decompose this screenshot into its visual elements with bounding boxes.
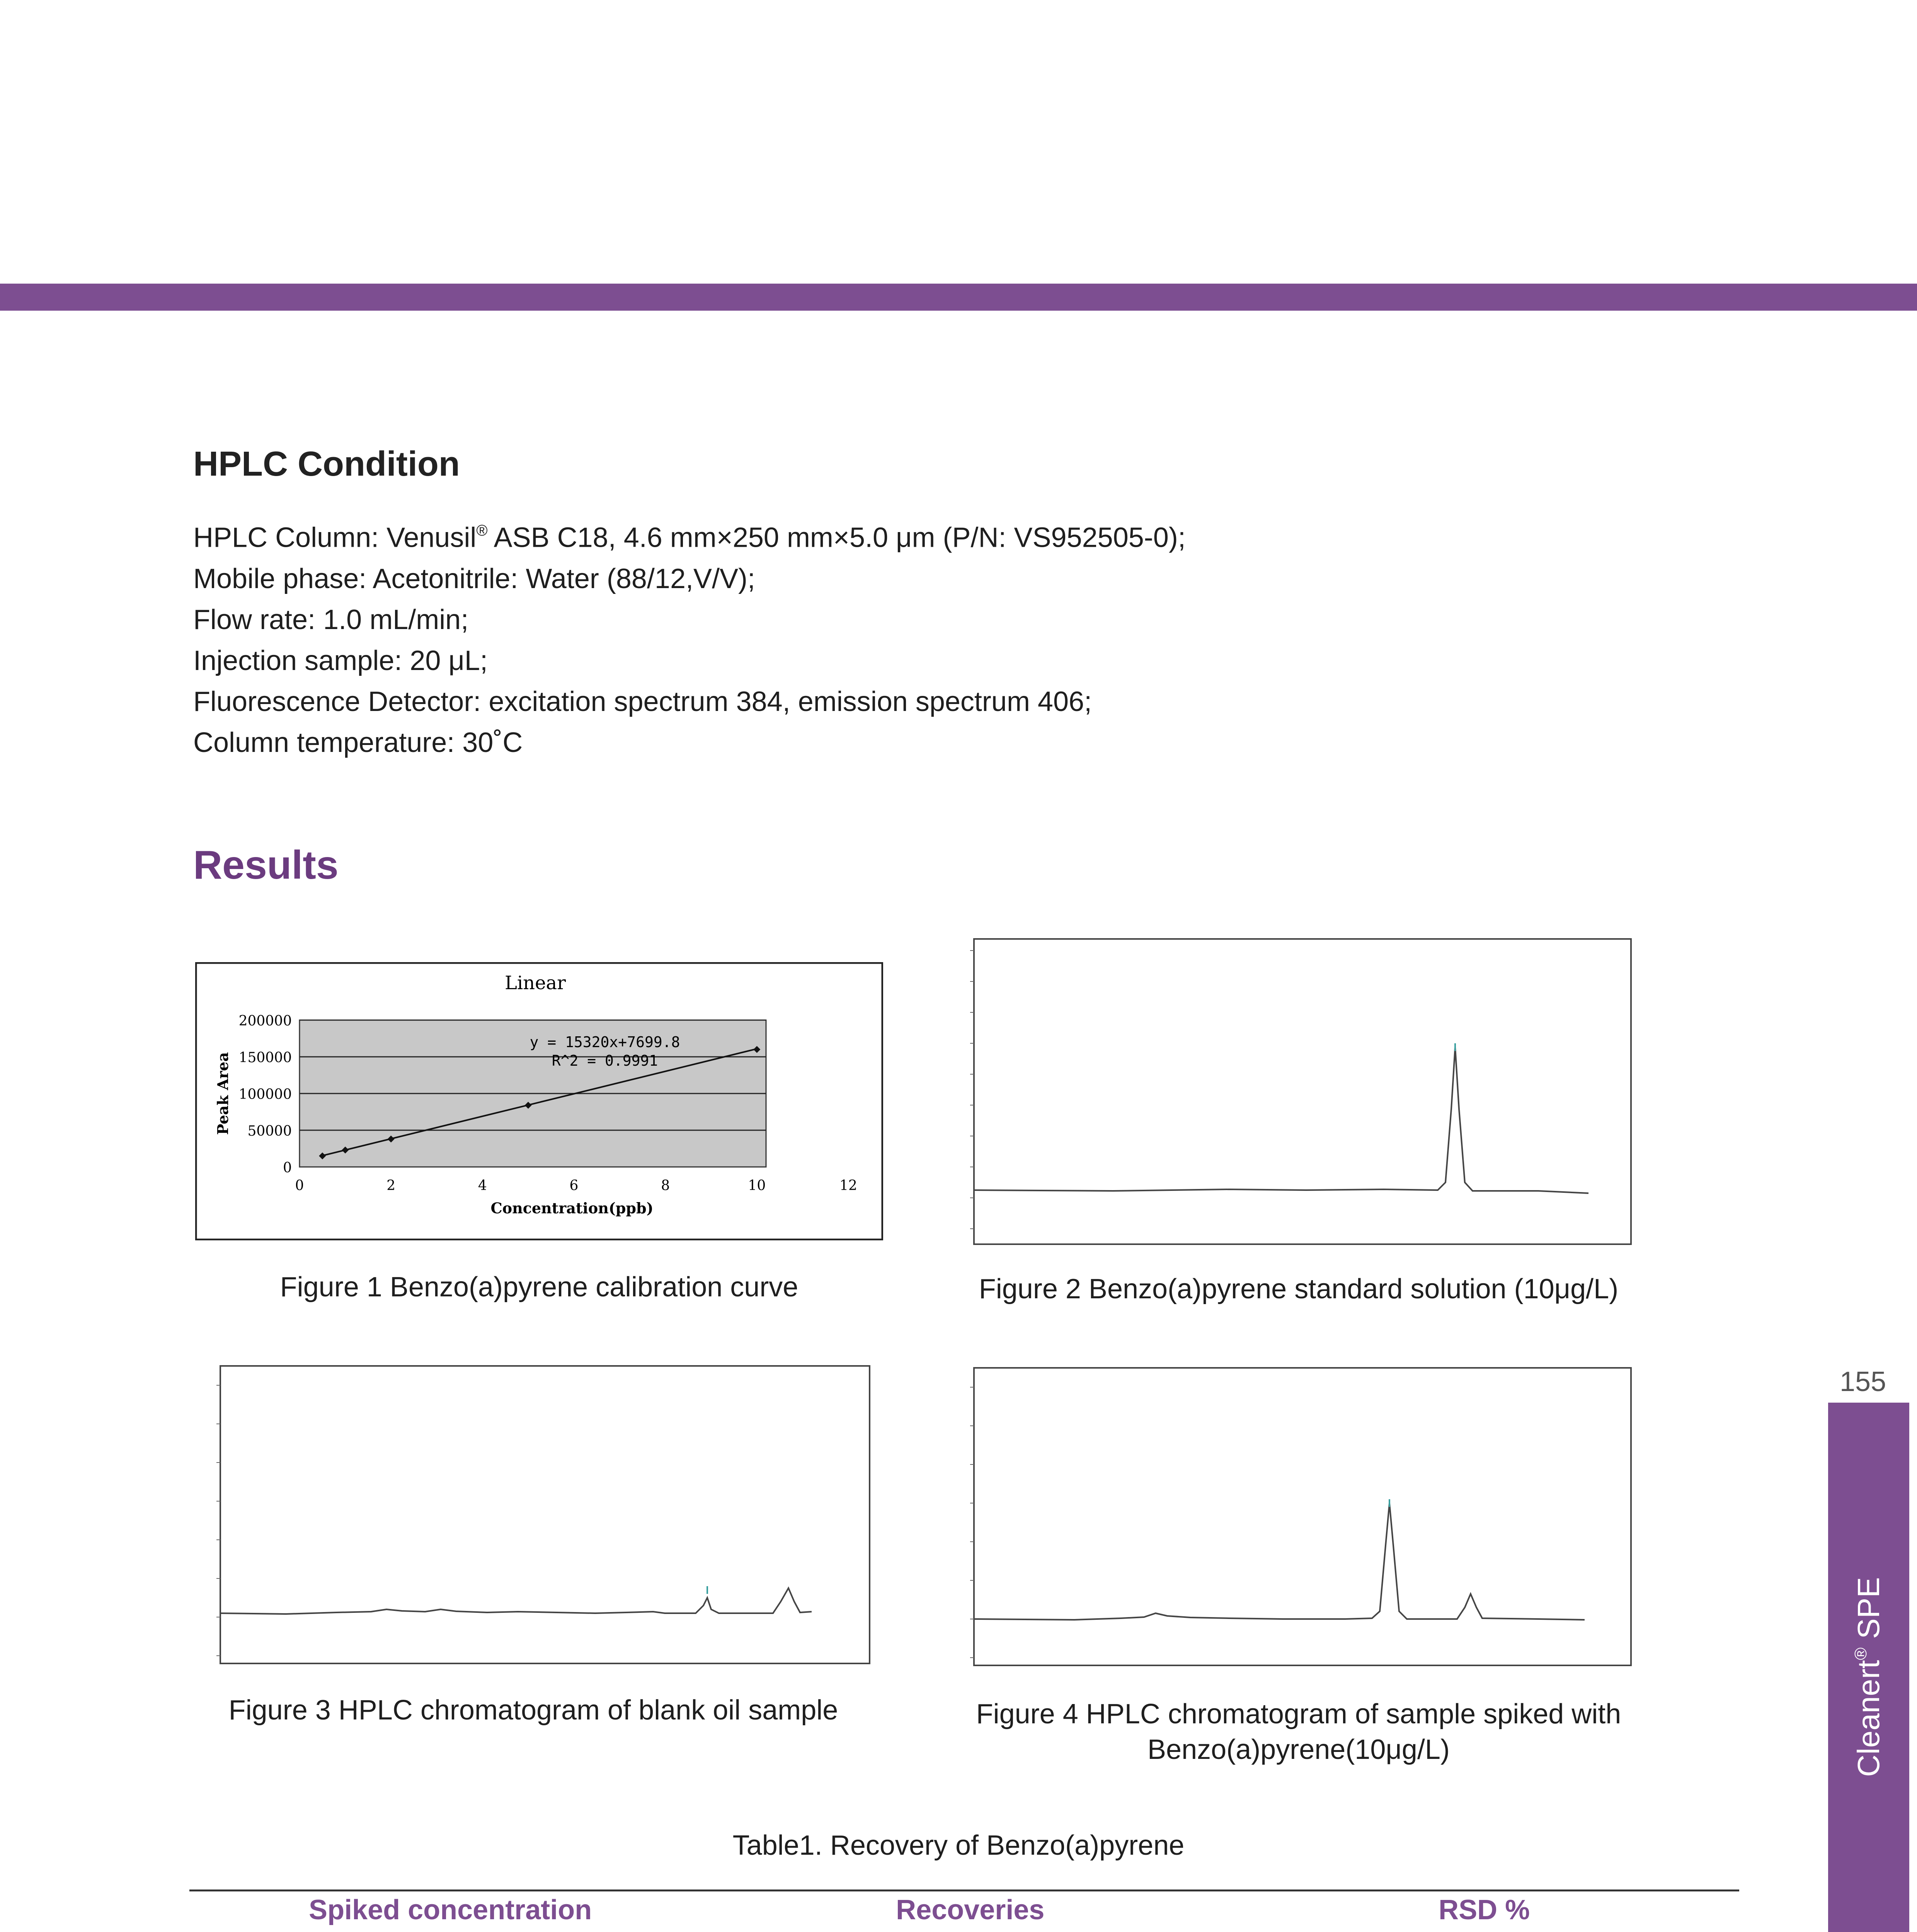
y-tick-label: 150000 [238, 1050, 292, 1066]
spiked-chromatogram [958, 1364, 1639, 1673]
section-side-label: Cleanert® SPE [1851, 1577, 1886, 1777]
hplc-condition-heading: HPLC Condition [193, 445, 460, 483]
table-header-row [189, 1886, 1739, 1932]
recovery-table [189, 1886, 1739, 1932]
header-rsd: RSD % [1439, 1895, 1530, 1925]
figure-2-caption: Figure 2 Benzo(a)pyrene standard solution (10μg/L) [979, 1274, 1619, 1304]
y-tick-label: 0 [283, 1160, 292, 1176]
header-recoveries: Recoveries [896, 1895, 1045, 1925]
standard-chromatogram-svg [958, 935, 1639, 1252]
trendline-equation: y = 15320x+7699.8 [529, 1034, 680, 1051]
calibration-chart-svg [195, 962, 883, 1240]
x-tick-label: 12 [839, 1178, 857, 1194]
y-tick-label: 50000 [247, 1123, 292, 1139]
temperature-line: Column temperature: 30˚C [193, 727, 523, 758]
y-axis-label: Peak Area [214, 1052, 232, 1135]
mobile-phase-line: Mobile phase: Acetonitrile: Water (88/12,V/V); [193, 563, 756, 594]
x-tick-label: 10 [748, 1178, 766, 1194]
figure-4-caption: Figure 4 HPLC chromatogram of sample spiked with Benzo(a)pyrene(10μg/L) [976, 1699, 1621, 1765]
x-tick-label: 4 [478, 1178, 487, 1194]
x-axis-label: Concentration(ppb) [490, 1199, 654, 1217]
header-spiked-concentration: Spiked concentration [309, 1895, 592, 1925]
table-title: Table1. Recovery of Benzo(a)pyrene [732, 1830, 1185, 1861]
hplc-condition-list [193, 510, 1186, 763]
blank-chromatogram-svg [209, 1362, 873, 1671]
figure-1-caption: Figure 1 Benzo(a)pyrene calibration curve [280, 1272, 798, 1303]
chart-title: Linear [504, 972, 566, 994]
detector-line: Fluorescence Detector: excitation spectrum 384, emission spectrum 406; [193, 686, 1092, 717]
y-tick-label: 100000 [238, 1087, 292, 1102]
x-tick-label: 6 [569, 1178, 579, 1194]
header-band [0, 284, 1917, 311]
y-tick-label: 200000 [238, 1013, 292, 1029]
standard-chromatogram [958, 935, 1639, 1252]
x-tick-label: 2 [386, 1178, 396, 1194]
spiked-chromatogram-svg [958, 1364, 1639, 1673]
calibration-chart [195, 962, 883, 1240]
r-squared-label: R^2 = 0.9991 [552, 1052, 658, 1069]
page-number: 155 [1840, 1366, 1886, 1397]
results-heading: Results [193, 843, 339, 888]
x-tick-label: 0 [295, 1178, 304, 1194]
hplc-column-line: HPLC Column: Venusil® ASB C18, 4.6 mm×250 mm×5.0 μm (P/N: VS952505-0); [193, 522, 1186, 553]
x-tick-label: 8 [661, 1178, 670, 1194]
injection-line: Injection sample: 20 μL; [193, 645, 488, 676]
figure-3-caption: Figure 3 HPLC chromatogram of blank oil sample [228, 1695, 838, 1726]
flow-rate-line: Flow rate: 1.0 mL/min; [193, 604, 469, 635]
blank-chromatogram [209, 1362, 873, 1671]
